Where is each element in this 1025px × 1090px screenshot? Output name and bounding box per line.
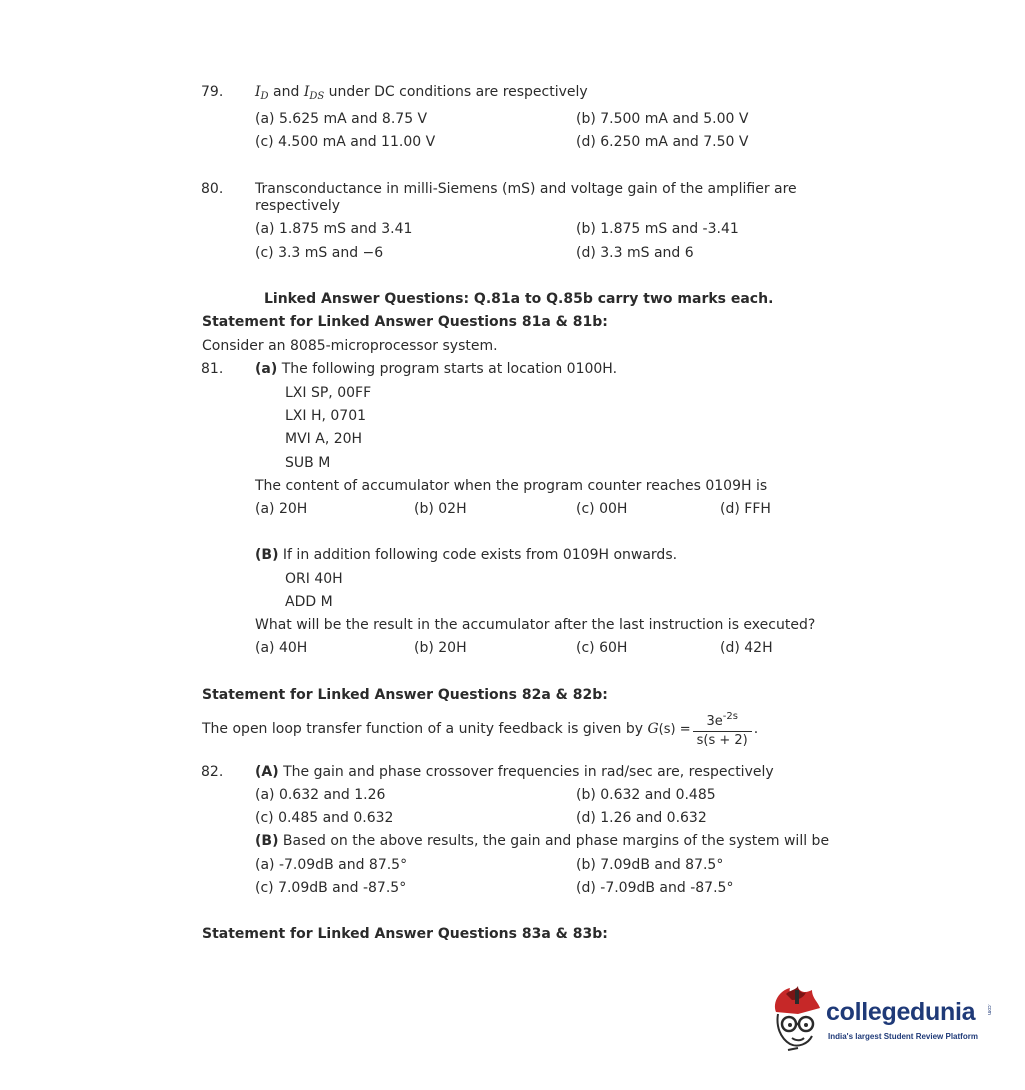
q82-part-a	[255, 763, 774, 781]
q81b-option-c: (c) 60H	[576, 640, 628, 656]
q79-option-a: (a) 5.625 mA and 8.75 V	[255, 111, 428, 127]
q81a-option-d: (d) FFH	[720, 501, 771, 517]
q82-statement-title: Statement for Linked Answer Questions 82a & 82b:	[202, 687, 608, 703]
q82b-option-b: (b) 7.09dB and 87.5°	[576, 857, 724, 873]
q81a-option-c: (c) 00H	[576, 501, 628, 517]
transfer-function-arg: (s) =	[658, 722, 691, 737]
mascot-icon	[768, 984, 828, 1054]
q81b-option-a: (a) 40H	[255, 640, 308, 656]
q82-part-a-label: (A)	[255, 764, 279, 780]
q82b-option-c: (c) 7.09dB and -87.5°	[255, 880, 407, 896]
symbol-ids: I	[303, 84, 310, 100]
q80-question-line2: respectively	[255, 198, 341, 214]
q80-option-b: (b) 1.875 mS and -3.41	[576, 221, 739, 237]
q81-code-line: ADD M	[285, 594, 333, 610]
q82b-option-a: (a) -7.09dB and 87.5°	[255, 857, 408, 873]
q79-option-c: (c) 4.500 mA and 11.00 V	[255, 134, 436, 150]
symbol-ids-subscript: DS	[309, 91, 325, 102]
logo-brand: collegedunia	[826, 998, 976, 1026]
q81-code-line: SUB M	[285, 455, 331, 471]
q79-option-b: (b) 7.500 mA and 5.00 V	[576, 111, 749, 127]
q81-statement: Consider an 8085-microprocessor system.	[202, 338, 498, 354]
q82-part-b	[255, 832, 829, 850]
q81-part-b	[255, 546, 677, 564]
tf-denominator: s(s + 2)	[696, 733, 748, 748]
tf-numerator-exponent: -2s	[722, 711, 738, 722]
q80-question-line1: Transconductance in milli-Siemens (mS) and voltage gain of the amplifier are	[255, 181, 797, 197]
q82a-option-b: (b) 0.632 and 0.485	[576, 787, 716, 803]
q81-part-a-text: The following program starts at location 0100H.	[277, 361, 618, 377]
q80-option-d: (d) 3.3 mS and 6	[576, 245, 694, 261]
q81-code-line: LXI SP, 00FF	[285, 385, 372, 401]
q81-code-line: LXI H, 0701	[285, 408, 367, 424]
q83-statement-title: Statement for Linked Answer Questions 83a & 83b:	[202, 926, 608, 942]
q82-statement-text: The open loop transfer function of a unity feedback is given by	[202, 721, 648, 737]
q81-statement-title: Statement for Linked Answer Questions 81a & 81b:	[202, 314, 608, 330]
q80-option-a: (a) 1.875 mS and 3.41	[255, 221, 413, 237]
symbol-id-subscript: D	[260, 91, 269, 102]
q81-part-a-question: The content of accumulator when the program counter reaches 0109H is	[255, 478, 768, 494]
q80-option-c: (c) 3.3 mS and −6	[255, 245, 384, 261]
q82-statement	[202, 706, 758, 753]
q81-part-a	[255, 360, 617, 378]
q79-number: 79.	[201, 84, 224, 100]
linked-answer-header: Linked Answer Questions: Q.81a to Q.85b carry two marks each.	[264, 291, 774, 307]
logo-com: .com	[986, 1004, 992, 1015]
tf-period: .	[753, 721, 759, 737]
q82-part-b-text: Based on the above results, the gain and phase margins of the system will be	[278, 833, 830, 849]
q81-number: 81.	[201, 361, 224, 377]
q81-part-b-text: If in addition following code exists from 0109H onwards.	[278, 547, 678, 563]
q82a-option-a: (a) 0.632 and 1.26	[255, 787, 386, 803]
collegedunia-logo	[768, 984, 998, 1054]
q81-part-a-label: (a)	[255, 361, 278, 377]
q81-part-b-label: (B)	[255, 547, 279, 563]
q79-question	[255, 83, 588, 106]
q82-number: 82.	[201, 764, 224, 780]
symbol-id: I	[255, 84, 261, 100]
q82-part-a-text: The gain and phase crossover frequencies in rad/sec are, respectively	[278, 764, 774, 780]
q79-option-d: (d) 6.250 mA and 7.50 V	[576, 134, 749, 150]
q81a-option-a: (a) 20H	[255, 501, 308, 517]
q81-code-line: MVI A, 20H	[285, 431, 363, 447]
q80-number: 80.	[201, 181, 224, 197]
q82b-option-d: (d) -7.09dB and -87.5°	[576, 880, 734, 896]
q79-and: and	[268, 84, 304, 100]
q79-text: under DC conditions are respectively	[324, 84, 588, 100]
q81-part-b-question: What will be the result in the accumulator after the last instruction is executed?	[255, 617, 816, 633]
q81b-option-d: (d) 42H	[720, 640, 773, 656]
q82a-option-c: (c) 0.485 and 0.632	[255, 810, 394, 826]
logo-tagline: India's largest Student Review Platform	[828, 1032, 978, 1041]
q81b-option-b: (b) 20H	[414, 640, 467, 656]
tf-numerator: $3e^{-2s}$	[693, 709, 752, 732]
q81a-option-b: (b) 02H	[414, 501, 467, 517]
q82-part-b-label: (B)	[255, 833, 279, 849]
q82a-option-d: (d) 1.26 and 0.632	[576, 810, 707, 826]
transfer-function-fraction	[693, 709, 752, 749]
q81-code-line: ORI 40H	[285, 571, 343, 587]
transfer-function-symbol: G	[647, 721, 659, 737]
